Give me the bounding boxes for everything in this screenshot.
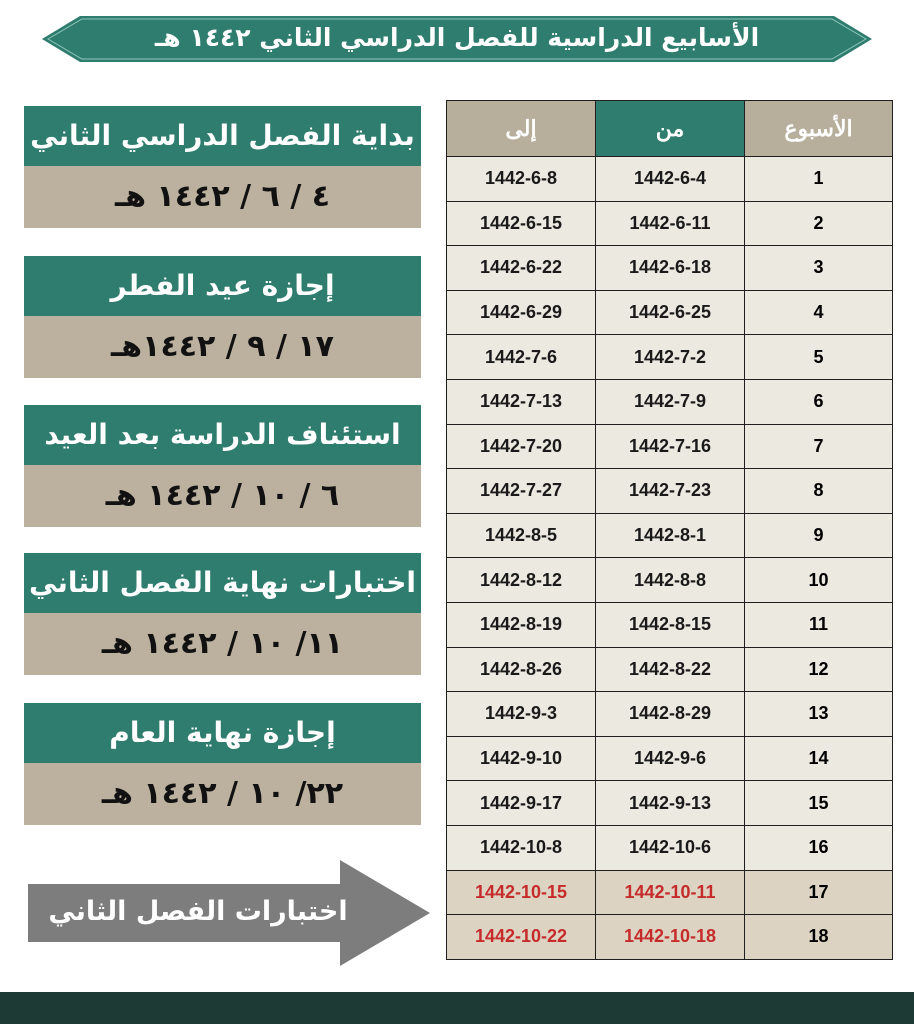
from-date: 1442-10-11 (596, 870, 745, 915)
to-date: 1442-6-29 (447, 290, 596, 335)
week-number: 16 (745, 825, 893, 870)
table-row (447, 469, 893, 514)
table-row (447, 424, 893, 469)
exams-arrow (28, 860, 430, 966)
table-row (447, 692, 893, 737)
card-date: ٢٢/ ١٠ / ١٤٤٢ هـ (24, 763, 421, 825)
week-number: 9 (745, 513, 893, 558)
from-date: 1442-6-25 (596, 290, 745, 335)
card-label: اختبارات نهاية الفصل الثاني (24, 553, 421, 613)
week-number: 5 (745, 335, 893, 380)
table-row (447, 647, 893, 692)
table-row (447, 201, 893, 246)
week-number: 14 (745, 736, 893, 781)
from-date: 1442-6-4 (596, 157, 745, 202)
to-date: 1442-6-22 (447, 246, 596, 291)
week-number: 10 (745, 558, 893, 603)
to-date: 1442-7-20 (447, 424, 596, 469)
card-label: إجازة عيد الفطر (24, 256, 421, 316)
week-number: 11 (745, 602, 893, 647)
table-row (447, 602, 893, 647)
table-row (447, 335, 893, 380)
weeks-table (446, 100, 893, 960)
from-date: 1442-7-9 (596, 379, 745, 424)
footer-bar (0, 992, 914, 1024)
to-date: 1442-7-13 (447, 379, 596, 424)
to-date: 1442-8-12 (447, 558, 596, 603)
week-number: 3 (745, 246, 893, 291)
table-row (447, 379, 893, 424)
card-date: ٦ / ١٠ / ١٤٤٢ هـ (24, 465, 421, 527)
header-to: إلى (447, 101, 596, 157)
week-number: 13 (745, 692, 893, 737)
from-date: 1442-8-29 (596, 692, 745, 737)
card-label: إجازة نهاية العام (24, 703, 421, 763)
card-year-end-holiday (24, 703, 421, 825)
table-row (447, 736, 893, 781)
card-date: ٤ / ٦ / ١٤٤٢ هـ (24, 166, 421, 228)
from-date: 1442-7-16 (596, 424, 745, 469)
card-date: ١١/ ١٠ / ١٤٤٢ هـ (24, 613, 421, 675)
from-date: 1442-6-18 (596, 246, 745, 291)
table-row-exam (447, 915, 893, 960)
from-date: 1442-8-1 (596, 513, 745, 558)
to-date: 1442-8-5 (447, 513, 596, 558)
to-date: 1442-7-6 (447, 335, 596, 380)
from-date: 1442-10-18 (596, 915, 745, 960)
card-semester-start (24, 106, 421, 228)
week-number: 1 (745, 157, 893, 202)
week-number: 15 (745, 781, 893, 826)
from-date: 1442-6-11 (596, 201, 745, 246)
to-date: 1442-8-19 (447, 602, 596, 647)
week-number: 17 (745, 870, 893, 915)
to-date: 1442-7-27 (447, 469, 596, 514)
week-number: 2 (745, 201, 893, 246)
table-row (447, 558, 893, 603)
card-final-exams (24, 553, 421, 675)
from-date: 1442-9-13 (596, 781, 745, 826)
header-from: من (596, 101, 745, 157)
table-row (447, 513, 893, 558)
table-row-exam (447, 870, 893, 915)
from-date: 1442-7-2 (596, 335, 745, 380)
page-title: الأسابيع الدراسية للفصل الدراسي الثاني ١٤٤٢ هـ (154, 23, 760, 52)
from-date: 1442-8-8 (596, 558, 745, 603)
to-date: 1442-6-8 (447, 157, 596, 202)
week-number: 8 (745, 469, 893, 514)
table-header-row (447, 101, 893, 157)
to-date: 1442-9-3 (447, 692, 596, 737)
from-date: 1442-7-23 (596, 469, 745, 514)
to-date: 1442-10-15 (447, 870, 596, 915)
table-row (447, 781, 893, 826)
week-number: 4 (745, 290, 893, 335)
from-date: 1442-10-6 (596, 825, 745, 870)
header-week: الأسبوع (745, 101, 893, 157)
from-date: 1442-8-15 (596, 602, 745, 647)
card-label: استئناف الدراسة بعد العيد (24, 405, 421, 465)
to-date: 1442-6-15 (447, 201, 596, 246)
arrow-label: اختبارات الفصل الثاني (48, 896, 348, 927)
table-row (447, 157, 893, 202)
to-date: 1442-9-17 (447, 781, 596, 826)
week-number: 12 (745, 647, 893, 692)
to-date: 1442-10-22 (447, 915, 596, 960)
week-number: 7 (745, 424, 893, 469)
week-number: 18 (745, 915, 893, 960)
from-date: 1442-8-22 (596, 647, 745, 692)
to-date: 1442-10-8 (447, 825, 596, 870)
week-number: 6 (745, 379, 893, 424)
to-date: 1442-9-10 (447, 736, 596, 781)
card-resume-study (24, 405, 421, 527)
from-date: 1442-9-6 (596, 736, 745, 781)
card-eid-holiday (24, 256, 421, 378)
card-date: ١٧ / ٩ / ١٤٤٢هـ (24, 316, 421, 378)
title-banner (42, 14, 872, 64)
to-date: 1442-8-26 (447, 647, 596, 692)
table-row (447, 290, 893, 335)
table-row (447, 825, 893, 870)
card-label: بداية الفصل الدراسي الثاني (24, 106, 421, 166)
table-row (447, 246, 893, 291)
